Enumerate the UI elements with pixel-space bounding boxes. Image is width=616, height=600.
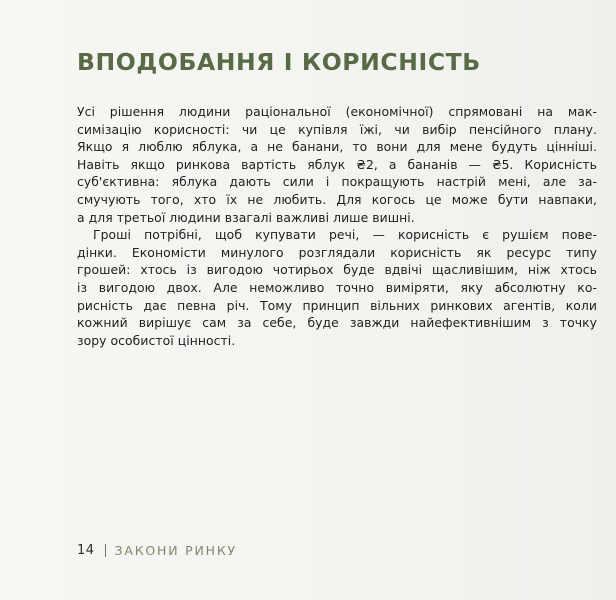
text-line: а для третьої людини взагалі важливі лише вишні. — [77, 209, 415, 225]
page-number: 14 — [77, 543, 95, 558]
paragraph-2 — [77, 226, 597, 349]
text-line: із вигодою двох. Але неможливо точно виміряти, яку абсолютну ко- — [77, 279, 597, 295]
text-line: Якщо я люблю яблука, а не банани, то вони для мене будуть цінніші. — [77, 139, 597, 155]
text-line: Гроші потрібні, щоб купувати речі, — корисність є рушієм пове- — [93, 227, 597, 243]
footer-divider — [105, 544, 106, 557]
text-line: симізацію корисності: чи це купівля їжі, чи вибір пенсійного плану. — [77, 121, 597, 137]
text-line: кожний вирішує сам за себе, буде завжди найефективнішим з точку — [77, 315, 597, 331]
text-line: смучують того, хто їх не любить. Для когось це може бути навпаки, — [77, 191, 597, 207]
paragraph-1 — [77, 103, 597, 226]
text-line: рисність дає певна річ. Тому принцип вільних ринкових агентів, коли — [77, 297, 597, 313]
text-line: дінки. Економісти минулого розглядали корисність як ресурс типу — [77, 244, 597, 260]
page-title: ВПОДОБАННЯ І КОРИСНІСТЬ — [77, 48, 481, 76]
text-line: суб'єктивна: яблука дають сили і покращують настрій мені, але за- — [77, 174, 597, 190]
section-title: ЗАКОНИ РИНКУ — [114, 543, 237, 558]
body-text — [77, 103, 597, 349]
text-line: зору особистої цінності. — [77, 332, 236, 348]
text-line: грошей: хтось із вигодою чотирьох буде вдвічі щасливішим, ніж хтось — [77, 262, 597, 278]
page-footer — [77, 543, 237, 558]
text-line: Навіть якщо ринкова вартість яблук ₴2, а бананів — ₴5. Корисність — [77, 156, 597, 172]
text-line: Усі рішення людини раціональної (економічної) спрямовані на мак- — [77, 104, 597, 119]
